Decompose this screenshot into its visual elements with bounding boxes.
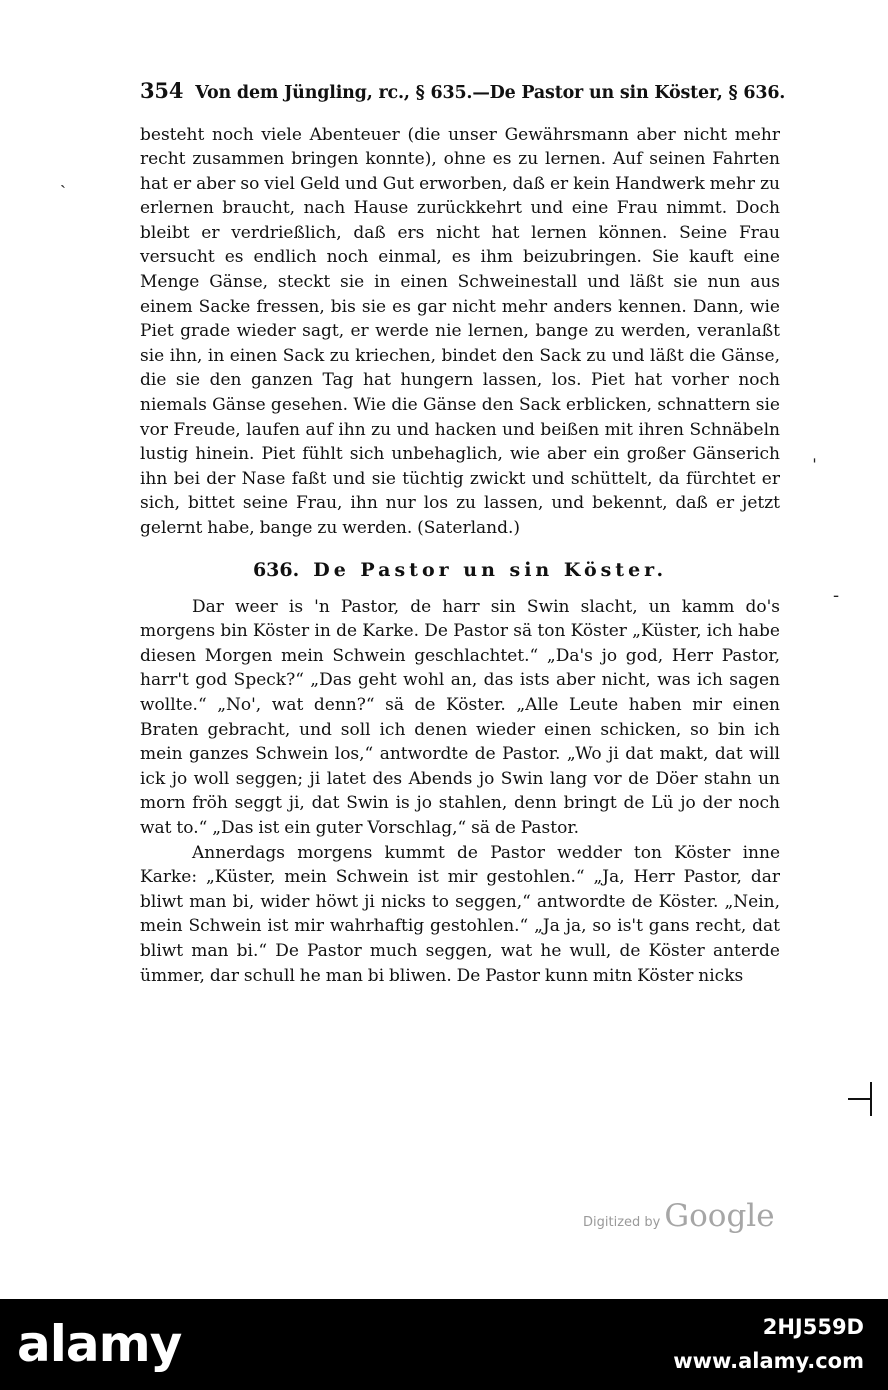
site-url: www.alamy.com: [673, 1349, 864, 1373]
margin-tick-mark: ˏ: [60, 168, 66, 189]
paragraph-636-2: Annerdags morgens kummt de Pastor wedder ton Köster inne Karke: „Küster, mein Schwein ist mir gestohlen.“ „Ja, Herr Pastor, dar bliwt man bi, wider höwt ji nicks to seggen,“ antwordte de Köster. „Nein, mein Schwein ist mir wahrhaftig gestohlen.“ „Ja ja, so is't gans recht, dat bliwt man bi.“ De Pastor much seggen, wat he wull, de Köster anterde ümmer, dar schull he man bi bliwen. De Pastor kunn mitn Köster nicks: [140, 842, 780, 986]
alamy-logo: [17, 1315, 182, 1373]
digitized-by-prefix: Digitized by: [583, 1215, 661, 1230]
paragraph-636-1: Dar weer is 'n Pastor, de harr sin Swin slacht, un kamm do's morgens bin Köster in de Karke. De Pastor sä ton Köster „Küster, ich habe diesen Morgen mein Schwein geschlachtet.“ „Da's jo god, Herr Pastor, harr't god Speck?“ „Das geht wohl an, das ists aber nicht, was ich sagen wollte.“ „No', wat denn?“ sä de Köster. „Alle Leute haben mir einen Braten gebracht, und soll ich denen wieder einen schicken, so bin ich mein ganzes Schwein los,“ antwordte de Pastor. „Wo ji dat makt, dat will ick jo woll seggen; ji latet des Abends jo Swin lang vor de Döer stahn un morn fröh seggt ji, dat Swin is jo stahlen, denn bringt de Lü jo der noch wat to.“ „Das ist ein guter Vorschlag,“ sä de Pastor.: [140, 596, 780, 838]
running-head: [140, 78, 786, 103]
stock-photo-banner: [0, 1299, 888, 1390]
running-head-title: Von dem Jüngling, rc., § 635.—De Pastor un sin Köster, § 636.: [195, 83, 786, 103]
page-number: 354: [140, 78, 184, 103]
paragraph-635-conclusion: besteht noch viele Abenteuer (die unser Gewährsmann aber nicht mehr recht zusammen bringen konnte), ohne es zu lernen. Auf seinen Fahrten hat er aber so viel Geld und Gut erworben, daß er kein Handwerk mehr zu erlernen braucht, nach Hause zurückkehrt und eine Frau nimmt. Doch bleibt er verdrießlich, daß ers nicht hat lernen können. Seine Frau versucht es endlich noch einmal, es ihm beizubringen. Sie kauft eine Menge Gänse, steckt sie in einen Schweinestall und läßt sie nun aus einem Sacke fressen, bis sie es gar nicht mehr anders kennen. Dann, wie Piet grade wieder sagt, er werde nie lernen, bange zu werden, veranlaßt sie ihn, in einen Sack zu kriechen, bindet den Sack zu und läßt die Gänse, die sie den ganzen Tag hat hungern lassen, los. Piet hat vorher noch niemals Gänse gesehen. Wie die Gänse den Sack erblicken, schnattern sie vor Freude, laufen auf ihn zu und hacken und beißen mit ihren Schnäbeln lustig hinein. Piet fühlt sich unbehaglich, wie aber ein großer Gänserich ihn bei der Nase faßt und sie tüchtig zwickt und schüttelt, da fürchtet er sich, bittet seine Frau, ihn nur los zu lassen, und bekennt, daß er jetzt gelernt habe, bange zu werden. (Saterland.): [140, 124, 780, 538]
section-title: De Pastor un sin Köster.: [313, 558, 668, 581]
google-logo: Google: [664, 1198, 775, 1234]
image-id: 2HJ559D: [762, 1315, 864, 1339]
book-page: [140, 78, 786, 988]
margin-bracket-mark: [848, 1082, 872, 1116]
section-number: 636.: [252, 558, 300, 581]
margin-tick-mark: ˈ: [812, 456, 817, 477]
section-heading-636: [140, 559, 780, 581]
alamy-logo-text: alamy: [17, 1315, 182, 1373]
digitized-by-watermark: [583, 1198, 775, 1234]
margin-dash-mark: -: [833, 585, 840, 606]
